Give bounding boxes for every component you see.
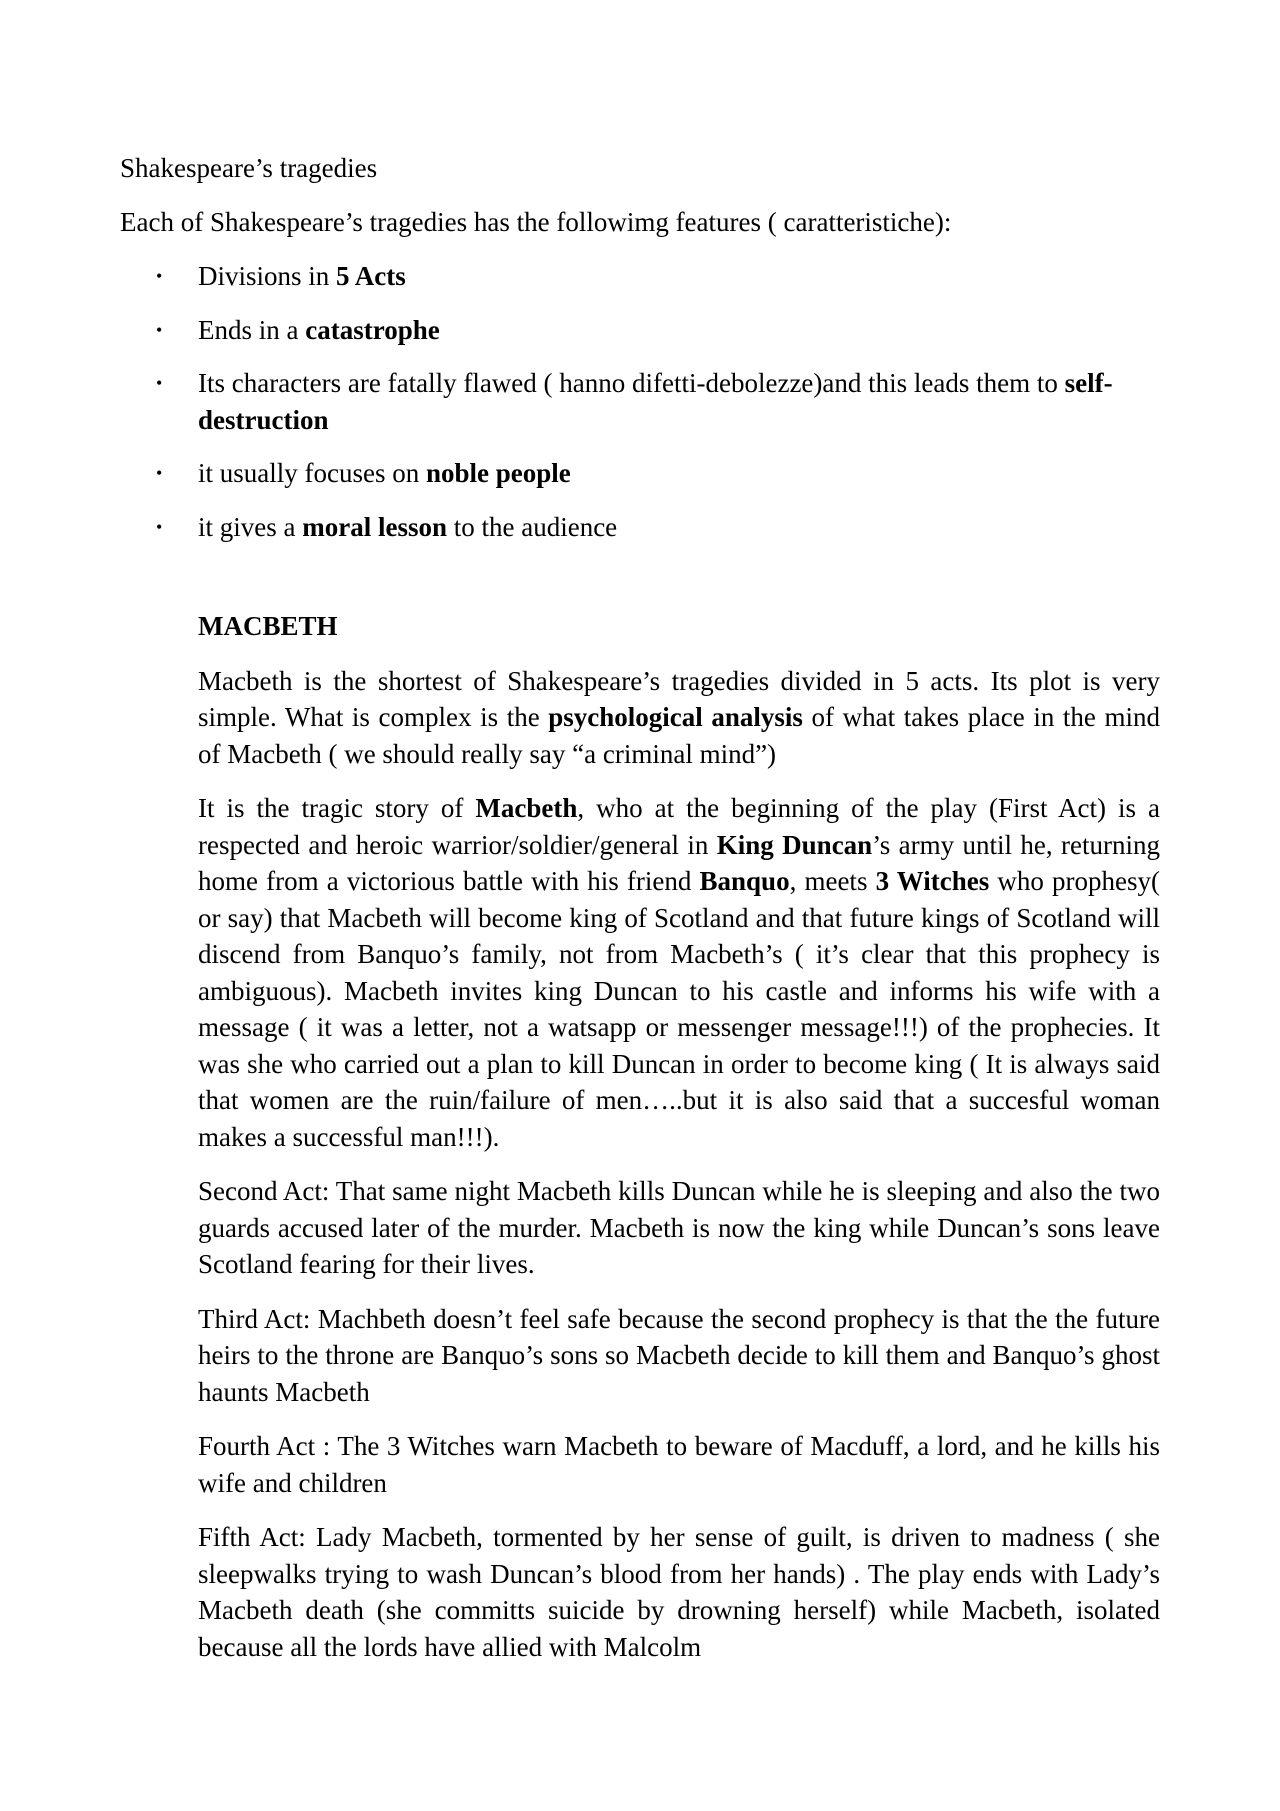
- fourth-act-paragraph: Fourth Act : The 3 Witches warn Macbeth to beware of Macduff, a lord, and he kills his wife and children: [198, 1431, 1160, 1498]
- list-item: • Divisions in 5 Acts: [156, 258, 1160, 295]
- document-title: Shakespeare’s tragedies: [120, 153, 378, 183]
- bullet-icon: •: [156, 516, 163, 537]
- macbeth-section: [198, 608, 1160, 1683]
- features-list: [156, 258, 1160, 562]
- first-act-paragraph: It is the tragic story of Macbeth, who at the beginning of the play (First Act) is a respected and heroic warrior/soldier/general in King Duncan’s army until he, returning home from a victorious battle with his friend Banquo, meets 3 Witches who prophesy( or say) that Macbeth will become king of Scotland and that future kings of Scotland will discend from Banquo’s family, not from Macbeth’s ( it’s clear that this prophecy is ambiguous). Macbeth invites king Duncan to his castle and informs his wife with a message ( it was a letter, not a watsapp or messenger message!!!) of the prophecies. It was she who carried out a plan to kill Duncan in order to become king ( It is always said that women are the ruin/failure of men…..but it is also said that a succesful woman makes a successful man!!!).: [198, 793, 1161, 1152]
- third-act-paragraph: Third Act: Machbeth doesn’t feel safe because the second prophecy is that the the future heirs to the throne are Banquo’s sons so Macbeth decide to kill them and Banquo’s ghost haunts Macbeth: [198, 1303, 1160, 1407]
- bullet-icon: •: [156, 463, 163, 483]
- list-item: • it gives a moral lesson to the audience: [156, 509, 1160, 546]
- plot-summary-paragraph: Macbeth is the shortest of Shakespeare’s tragedies divided in 5 acts. Its plot is very simple. What is complex is the psychological analysis of what takes place in the mind of Macbeth ( we should really say “a criminal mind”): [198, 665, 1161, 769]
- intro-paragraph: Each of Shakespeare’s tragedies has the followimg features ( caratteristiche):: [120, 207, 952, 237]
- list-item: • Ends in a catastrophe: [156, 312, 1160, 349]
- second-act-paragraph: Second Act: That same night Macbeth kills Duncan while he is sleeping and also the two guards accused later of the murder. Macbeth is now the king while Duncan’s sons leave Scotland fearing for their lives.: [198, 1176, 1160, 1279]
- list-item: • it usually focuses on noble people: [156, 455, 1160, 492]
- bullet-icon: •: [156, 319, 163, 340]
- fifth-act-paragraph: Fifth Act: Lady Macbeth, tormented by her sense of guilt, is driven to madness ( she sleepwalks trying to wash Duncan’s blood from her hands) . The play ends with Lady’s Macbeth death (she committs suicide by drowning herself) while Macbeth, isolated because all the lords have allied with Malcolm: [198, 1522, 1160, 1662]
- bullet-icon: •: [156, 266, 163, 286]
- section-heading: MACBETH: [198, 611, 338, 641]
- bullet-icon: •: [156, 373, 163, 393]
- list-item: • Its characters are fatally flawed ( hanno difetti-debolezze)and this leads them to self-destruction: [156, 365, 1160, 438]
